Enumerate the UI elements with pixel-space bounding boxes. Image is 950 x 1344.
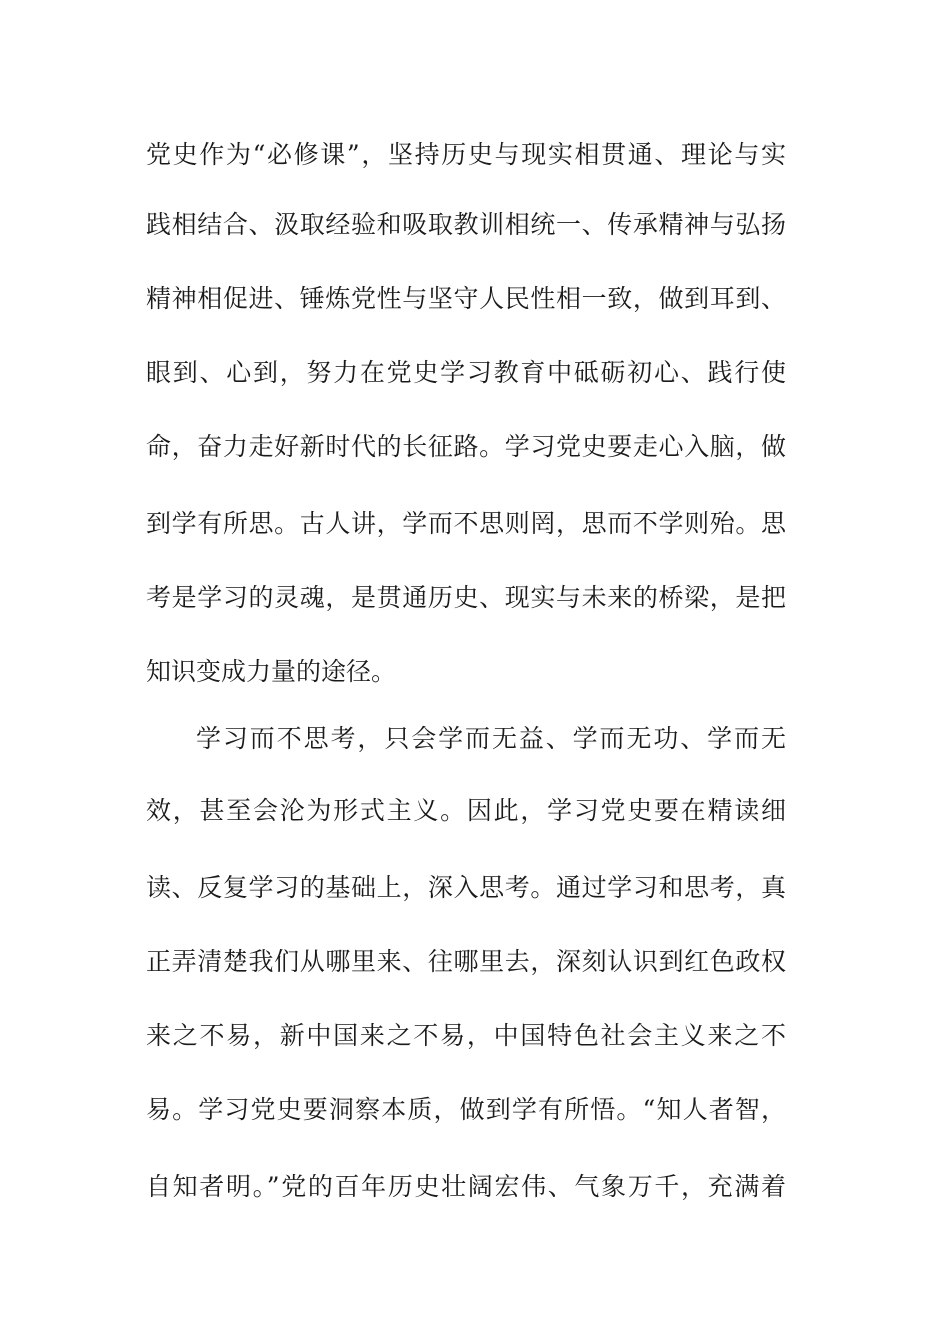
text-line-7: 考是学习的灵魂，是贯通历史、现实与未来的桥梁，是把	[146, 583, 786, 612]
text-line-9: 学习而不思考，只会学而无益、学而无功、学而无	[196, 724, 786, 753]
text-line-11: 读、反复学习的基础上，深入思考。通过学习和思考，真	[146, 873, 786, 902]
text-line-15: 自知者明。”党的百年历史壮阔宏伟、气象万千，充满着	[146, 1172, 786, 1201]
text-line-14: 易。学习党史要洞察本质，做到学有所悟。“知人者智，	[146, 1095, 786, 1124]
text-line-3: 精神相促进、锤炼党性与坚守人民性相一致，做到耳到、	[146, 284, 786, 313]
text-line-1: 党史作为“必修课”，坚持历史与现实相贯通、理论与实	[146, 140, 786, 169]
text-line-12: 正弄清楚我们从哪里来、往哪里去，深刻认识到红色政权	[146, 947, 786, 976]
text-line-5: 命，奋力走好新时代的长征路。学习党史要走心入脑，做	[146, 432, 786, 461]
text-line-6: 到学有所思。古人讲，学而不思则罔，思而不学则殆。思	[146, 509, 786, 538]
text-line-10: 效，甚至会沦为形式主义。因此，学习党史要在精读细	[146, 796, 786, 825]
text-line-4: 眼到、心到，努力在党史学习教育中砥砺初心、践行使	[146, 358, 786, 387]
text-line-13: 来之不易，新中国来之不易，中国特色社会主义来之不	[146, 1021, 786, 1050]
text-line-2: 践相结合、汲取经验和吸取教训相统一、传承精神与弘扬	[146, 210, 786, 239]
text-line-8: 知识变成力量的途径。	[146, 657, 397, 686]
